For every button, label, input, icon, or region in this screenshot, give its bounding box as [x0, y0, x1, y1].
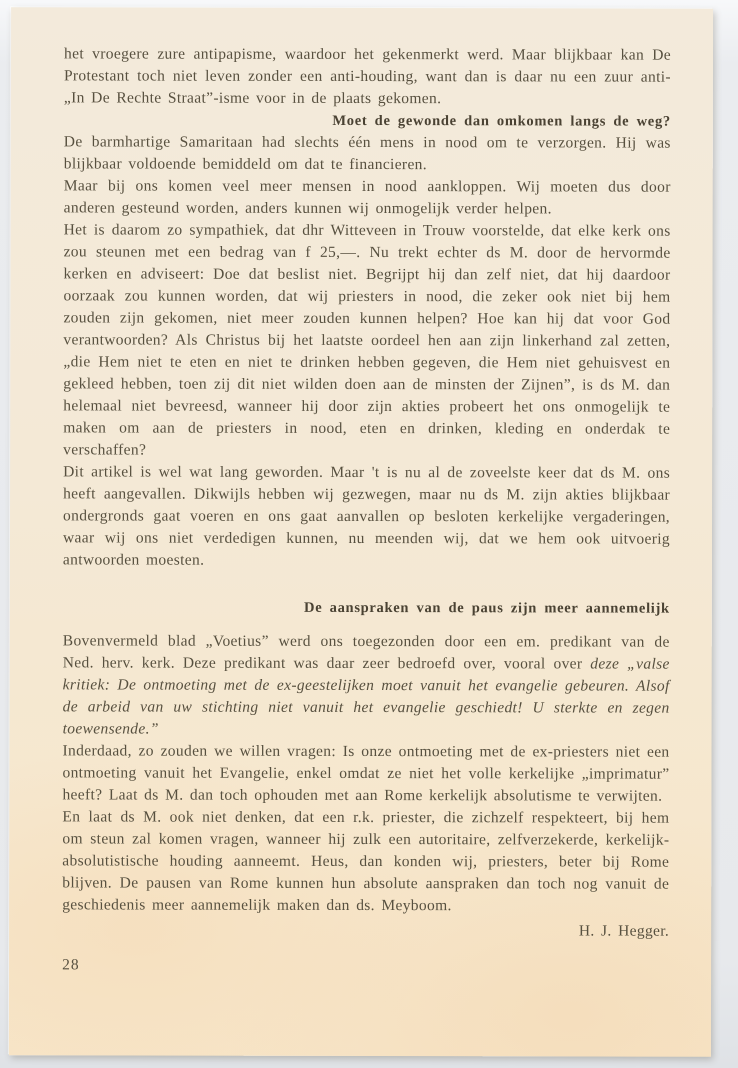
paragraph-article-too-long: Dit artikel is wel wat lang geworden. Maar 't is nu al de zoveelste keer dat ds M. ons heeft aangevallen. Dikwijls hebben wij gezwegen, maar nu ds M. zijn akties blijkbaar ondergronds gaat voeren en ons gaat aanvallen op besloten kerkelijke vergaderingen, waar wij ons niet verdedigen kunnen, nu meenden wij, dat we hem ook uitvoerig antwoorden moesten. [62, 463, 671, 569]
paragraph-more-people-in-need: Maar bij ons komen veel meer mensen in nood aankloppen. Wij moeten dus door anderen gesteund worden, anders kunnen wij onmogelijk verder helpen. [63, 177, 671, 218]
paragraph-indeed-question: Inderdaad, zo zouden we willen vragen: Is onze ontmoeting met de ex-priesters niet een ontmoeting vanuit het Evangelie, enkel omdat ze niet het volle kerkelijke „imprimatur” heeft? Laat ds M. dan toch ophouden met aan Rome kerkelijk absolutisme te verwijten. [62, 742, 670, 805]
paragraph-voetius-quote [63, 630, 670, 741]
author-signature: H. J. Hegger. [578, 922, 670, 940]
section-heading-pope-claims: De aanspraken van de paus zijn meer aannemelijk [304, 599, 670, 617]
quote-roman-segment: Bovenvermeld blad „Voetius” werd ons toegezonden door een em. predikant van de Ned. herv. kerk. Deze predikant was daar zeer bedroefd over, vooral over [62, 632, 670, 673]
paragraph-witteveen-proposal: Het is daarom zo sympathiek, dat dhr Witteveen in Trouw voorstelde, dat elke kerk ons zou steunen met een bedrag van f 25,—. Nu trekt echter ds M. door de hervormde kerken en adviseert: Doe dat beslist niet. Begrijpt hij dan zelf niet, dat hij daardoor oorzaak zou kunnen worden, dat wij priesters in nood, die zeker ook niet bij hem zouden zijn gekomen, niet meer zouden kunnen helpen? Hoe kan hij dat voor God verantwoorden? Als Christus bij het laatste oordeel hen aan zijn linkerhand zal zetten, „die Hem niet te eten en niet te drinken hebben gegeven, die Hem niet gehuisvest en gekleed hebben, toen zij dit niet wilden doen aan de minsten der Zijnen”, is ds M. dan helemaal niet bevreesd, wanneer hij door zijn akties probeert het ons onmogelijk te maken om aan de priesters in nood, eten en drinken, kleding en onderdak te verschaffen? [63, 221, 671, 459]
quote-italic-segment: deze „valse kritiek: De ontmoeting met de ex-geestelijken moet vanuit het evangelie gebeuren. Alsof de arbeid van uw stichting niet vanuit het evangelie geschiedt! U sterkte en zegen toewensende.” [62, 655, 670, 738]
paragraph-priest-respect: En laat ds M. ook niet denken, dat een r.k. priester, die zichzelf respekteert, bij hem om steun zal komen vragen, wanneer hij zulk een autoritaire, zelfverzekerde, kerkelijk-absolutistische houding aanneemt. Heus, dan konden wij, priesters, beter bij Rome blijven. De pausen van Rome kunnen hun absolute aanspraken dan toch nog vanuit de geschiedenis meer aannemelijk maken dan ds. Meyboom. [62, 808, 670, 915]
intro-paragraph: het vroegere zure antipapisme, waardoor het gekenmerkt werd. Maar blijkbaar kan De Protestant toch niet leven zonder een anti-houding, want dan is daar nu een zuur anti-„In De Rechte Straat”-isme voor in de plaats gekomen. [63, 45, 672, 108]
book-page [9, 7, 713, 1056]
section-heading-wounded-man: Moet de gewonde dan omkomen langs de weg? [332, 112, 671, 130]
page-number: 28 [62, 956, 80, 974]
text-column [62, 43, 671, 977]
paragraph-samaritan: De barmhartige Samaritaan had slechts één mens in nood om te verzorgen. Hij was blijkbaar voldoende bemiddeld om dat te financieren. [63, 133, 671, 174]
